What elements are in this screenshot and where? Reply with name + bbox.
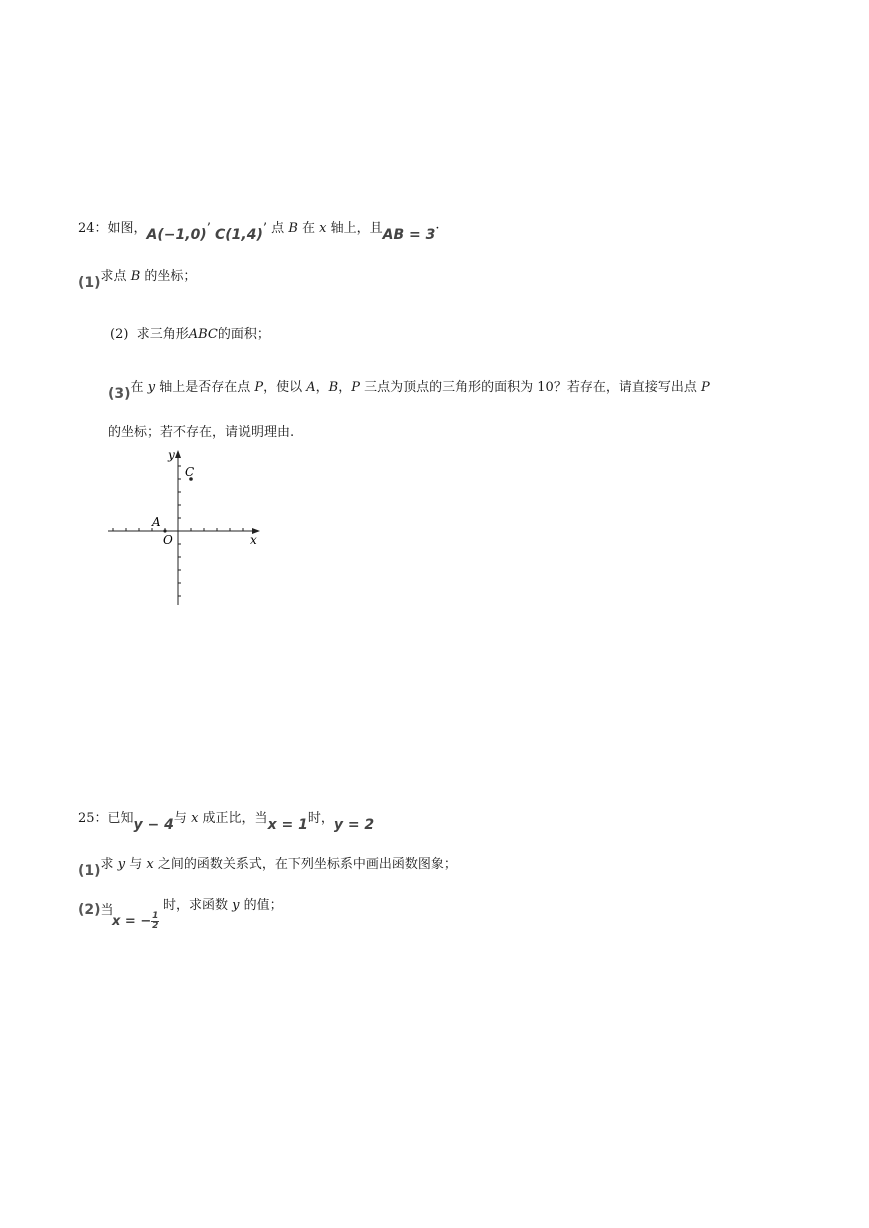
q25-part2-text1: 当 — [100, 903, 114, 918]
q24-stem — [78, 218, 440, 243]
q25-part1-text3: 之间的函数关系式，在下列坐标系中画出函数图象； — [157, 857, 457, 872]
q24-part2 — [110, 325, 270, 345]
q25-part1-text2: 与 — [129, 857, 143, 872]
q25-part1-label: (1) — [78, 863, 101, 879]
q24-text3: 轴上，且 — [330, 221, 383, 236]
q25-part1-var-x: x — [146, 857, 154, 872]
q25-part2-text2: 时，求函数 — [163, 898, 229, 913]
q25-part1-text1: 求 — [100, 857, 114, 872]
origin-label: O — [163, 533, 173, 547]
q25-part1-var-y: y — [117, 857, 126, 872]
q24-part1-text1: 求点 — [100, 269, 127, 284]
q25-text1: 与 — [173, 811, 187, 826]
q25-part2-rest — [163, 896, 283, 916]
q24-part3-comma2: ， — [338, 380, 352, 395]
q24-part3-var-p2: P — [351, 380, 360, 395]
q24-var-b: B — [288, 221, 298, 236]
q24-part3-var-p: P — [254, 380, 264, 395]
q25-number: 25：已知 — [78, 811, 134, 826]
q24-part3-text1: 在 — [130, 380, 144, 395]
q25-expr: y − 4 — [133, 817, 174, 833]
y-axis-arrow — [175, 450, 181, 458]
q25-part2-expr — [112, 912, 159, 932]
q24-sep2: ’ — [262, 221, 268, 236]
q24-part3-text4: 三点为顶点的三角形的面积为 10？若存在，请直接写出点 — [364, 380, 697, 395]
q24-var-x: x — [319, 221, 327, 236]
point-a-label: A — [152, 515, 161, 529]
q25-part2-fraction — [151, 912, 159, 931]
q25-stem — [78, 808, 375, 833]
q25-text3: 时， — [307, 811, 334, 826]
point-c-label: C — [185, 465, 195, 479]
q24-part2-text2: 的面积； — [217, 327, 270, 342]
q24-part3-text3: ，使以 — [263, 380, 303, 395]
q24-part3-var-b: B — [328, 380, 339, 395]
q24-part1 — [78, 266, 197, 291]
q24-point-c: C(1,4) — [215, 227, 263, 243]
q24-part3-label: (3) — [108, 386, 131, 402]
q24-end: · — [435, 221, 440, 236]
q25-part2-expr-left: x = − — [112, 914, 152, 929]
q24-part1-label: (1) — [78, 275, 101, 291]
coordinate-graph — [100, 440, 270, 610]
q24-part2-text1: 求三角形 — [136, 327, 189, 342]
q24-part3-var-y: y — [147, 380, 156, 395]
q24-part3-comma1: ， — [315, 380, 329, 395]
q25-cond-y: y = 2 — [333, 817, 375, 833]
q25-part2-text3: 的值； — [243, 898, 283, 913]
q25-part2-label: (2) — [78, 902, 101, 918]
q24-part1-var-b: B — [130, 269, 141, 284]
q24-part3 — [108, 377, 710, 402]
q25-part1 — [78, 854, 457, 879]
q24-number: 24：如图， — [78, 221, 147, 236]
q24-sep1: ’ — [206, 221, 211, 236]
q24-text1: 点 — [271, 221, 285, 236]
y-axis-label: y — [168, 448, 175, 462]
q24-part3-var-p3: P — [700, 380, 710, 395]
q24-point-a: A(−1,0) — [146, 227, 207, 243]
q25-var-x: x — [191, 811, 199, 826]
q24-part3-text2: 轴上是否存在点 — [159, 380, 251, 395]
q24-condition: AB = 3 — [382, 227, 436, 243]
q24-part3-line2: 的坐标；若不存在，请说明理由. — [108, 425, 295, 440]
q25-part2-frac-num: 1 — [152, 911, 159, 921]
q24-part1-text2: 的坐标； — [144, 269, 197, 284]
q24-text2: 在 — [302, 221, 316, 236]
q25-text2: 成正比，当 — [202, 811, 268, 826]
q24-part3-var-a: A — [306, 380, 316, 395]
q24-part2-label: (2) — [110, 327, 129, 342]
q25-part2-var-y: y — [232, 898, 240, 913]
x-axis-label: x — [250, 533, 257, 547]
q25-cond-x: x = 1 — [267, 817, 308, 833]
q25-part2 — [78, 900, 114, 921]
q25-part2-frac-den: 2 — [152, 921, 159, 931]
q24-part2-var-abc: ABC — [188, 327, 218, 342]
